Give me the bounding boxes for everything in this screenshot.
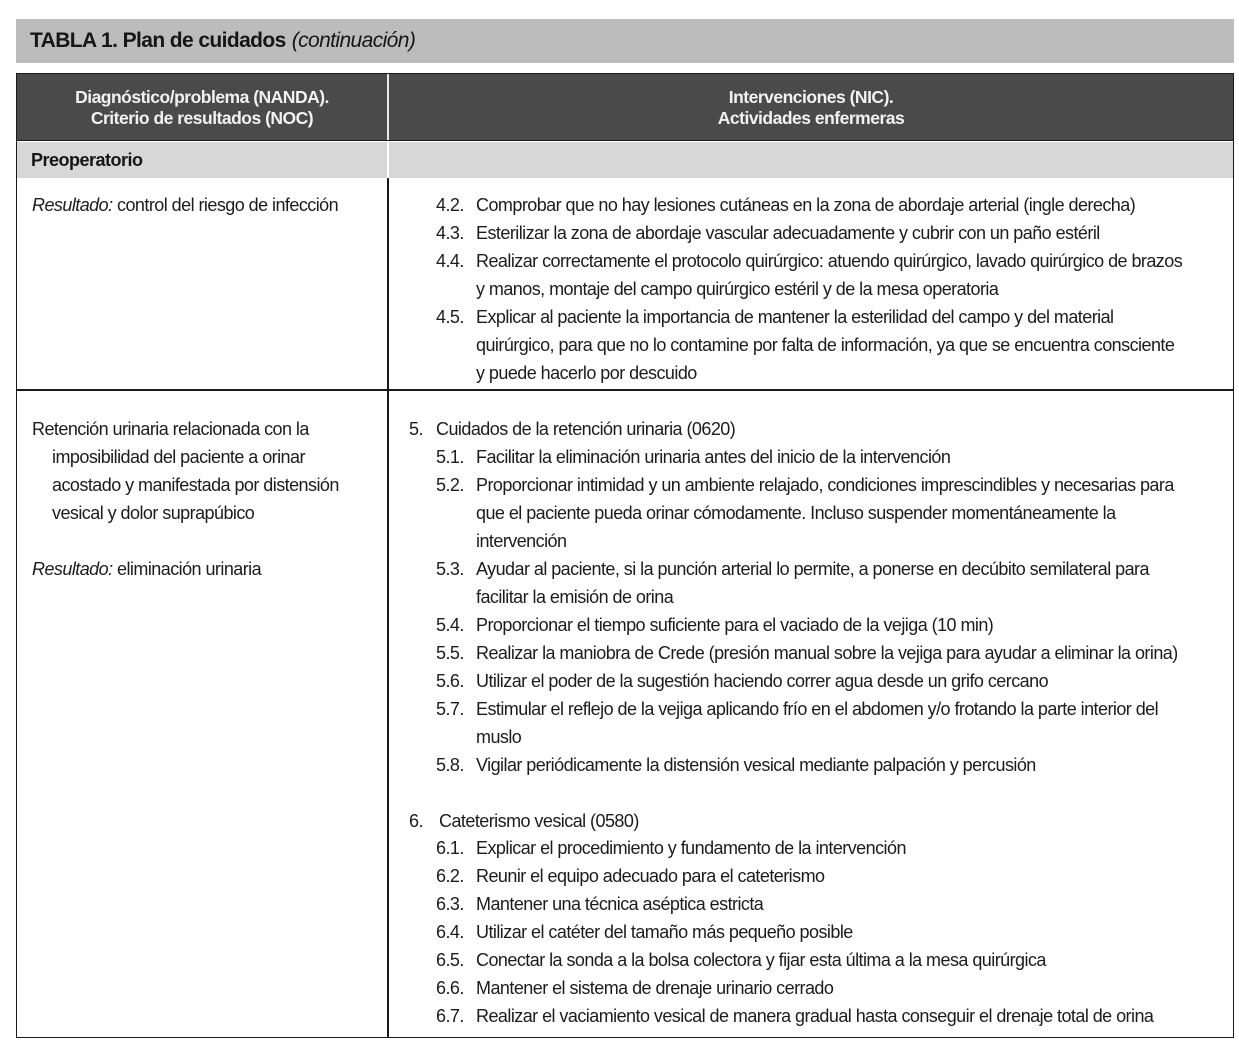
- table-title: [16, 19, 1234, 63]
- item-text: Estimular el reflejo de la vejiga aplicando frío en el abdomen y/o frotando la parte interior del: [476, 699, 1159, 719]
- item-number: 4.3.: [436, 223, 464, 243]
- item-text: y manos, montaje del campo quirúrgico estéril y de la mesa operatoria: [476, 279, 999, 299]
- header-interventions-line1: Intervenciones (NIC).: [728, 86, 894, 107]
- item-text: muslo: [476, 727, 522, 747]
- item-number: 5.2.: [436, 475, 464, 495]
- item-number: 5.6.: [436, 671, 464, 691]
- item-text: Realizar la maniobra de Crede (presión manual sobre la vejiga para ayudar a eliminar la orina): [476, 643, 1178, 663]
- item-number: 5.8.: [436, 755, 464, 775]
- header-diagnosis: [17, 74, 387, 141]
- item-text: Realizar correctamente el protocolo quirúrgico: atuendo quirúrgico, lavado quirúrgico de brazos: [476, 251, 1183, 271]
- item-number: 6.3.: [436, 894, 464, 914]
- item-text: Ayudar al paciente, si la punción arterial lo permite, a ponerse en decúbito semilateral para: [476, 559, 1149, 579]
- item-number: 6.6.: [436, 978, 464, 998]
- item-text: Proporcionar el tiempo suficiente para el vaciado de la vejiga (10 min): [476, 615, 994, 635]
- item-text: Utilizar el poder de la sugestión haciendo correr agua desde un grifo cercano: [476, 671, 1049, 691]
- table-title-label: TABLA 1. Plan de cuidados: [30, 29, 286, 52]
- item-text: Mantener una técnica aséptica estricta: [476, 894, 764, 914]
- result-text: eliminación urinaria: [117, 559, 262, 579]
- item-text: quirúrgico, para que no lo contamine por falta de información, ya que se encuentra consciente: [476, 335, 1175, 355]
- item-number: 6.7.: [436, 1006, 464, 1026]
- item-text: Comprobar que no hay lesiones cutáneas en la zona de abordaje arterial (ingle derecha): [476, 195, 1136, 215]
- row1-result: [32, 191, 338, 219]
- item-text: Explicar el procedimiento y fundamento de la intervención: [476, 838, 906, 858]
- result-label: Resultado:: [32, 195, 113, 215]
- header-diagnosis-line2: Criterio de resultados (NOC): [90, 107, 314, 128]
- group-number: 6.: [409, 811, 423, 831]
- item-text: Mantener el sistema de drenaje urinario cerrado: [476, 978, 834, 998]
- group-number: 5.: [409, 419, 423, 439]
- item-text: Utilizar el catéter del tamaño más pequeño posible: [476, 922, 853, 942]
- diagnosis-line: imposibilidad del paciente a orinar: [52, 447, 305, 467]
- result-label: Resultado:: [32, 559, 113, 579]
- item-number: 4.5.: [436, 307, 464, 327]
- item-text: facilitar la emisión de orina: [476, 587, 674, 607]
- item-text: Esterilizar la zona de abordaje vascular adecuadamente y cubrir con un paño estéril: [476, 223, 1100, 243]
- item-number: 4.2.: [436, 195, 464, 215]
- item-number: 5.1.: [436, 447, 464, 467]
- group-title: Cuidados de la retención urinaria (0620): [436, 419, 736, 439]
- item-number: 5.7.: [436, 699, 464, 719]
- item-number: 6.4.: [436, 922, 464, 942]
- item-text: Realizar el vaciamiento vesical de manera gradual hasta conseguir el drenaje total de orina: [476, 1006, 1154, 1026]
- item-text: Proporcionar intimidad y un ambiente relajado, condiciones imprescindibles y necesarias para: [476, 475, 1174, 495]
- item-number: 5.4.: [436, 615, 464, 635]
- section-label: Preoperatorio: [31, 150, 143, 170]
- item-number: 5.3.: [436, 559, 464, 579]
- result-text: control del riesgo de infección: [117, 195, 339, 215]
- row2-interventions: [389, 74, 1233, 1037]
- row2-diagnosis: [32, 415, 339, 527]
- item-text: Facilitar la eliminación urinaria antes del inicio de la intervención: [476, 447, 951, 467]
- item-text: que el paciente pueda orinar cómodamente. Incluso suspender momentáneamente la: [476, 503, 1116, 523]
- item-text: Conectar la sonda a la bolsa colectora y fijar esta última a la mesa quirúrgica: [476, 950, 1046, 970]
- item-number: 5.5.: [436, 643, 464, 663]
- item-number: 6.1.: [436, 838, 464, 858]
- item-text: intervención: [476, 531, 567, 551]
- table-title-suffix: (continuación): [291, 29, 416, 52]
- diagnosis-line: vesical y dolor suprapúbico: [52, 503, 255, 523]
- item-number: 4.4.: [436, 251, 464, 271]
- group-title: Cateterismo vesical (0580): [439, 811, 639, 831]
- header-diagnosis-line1: Diagnóstico/problema (NANDA).: [75, 86, 329, 107]
- item-text: Vigilar periódicamente la distensión vesical mediante palpación y percusión: [476, 755, 1036, 775]
- item-text: Reunir el equipo adecuado para el cateterismo: [476, 866, 825, 886]
- diagnosis-line: acostado y manifestada por distensión: [52, 475, 339, 495]
- row2-result: [32, 555, 261, 583]
- item-text: y puede hacerlo por descuido: [476, 363, 697, 383]
- item-text: Explicar al paciente la importancia de mantener la esterilidad del campo y del material: [476, 307, 1114, 327]
- care-plan-table: [16, 73, 1234, 1038]
- diagnosis-line: Retención urinaria relacionada con la: [32, 419, 309, 439]
- header-interventions-line2: Actividades enfermeras: [717, 107, 905, 128]
- item-number: 6.2.: [436, 866, 464, 886]
- item-number: 6.5.: [436, 950, 464, 970]
